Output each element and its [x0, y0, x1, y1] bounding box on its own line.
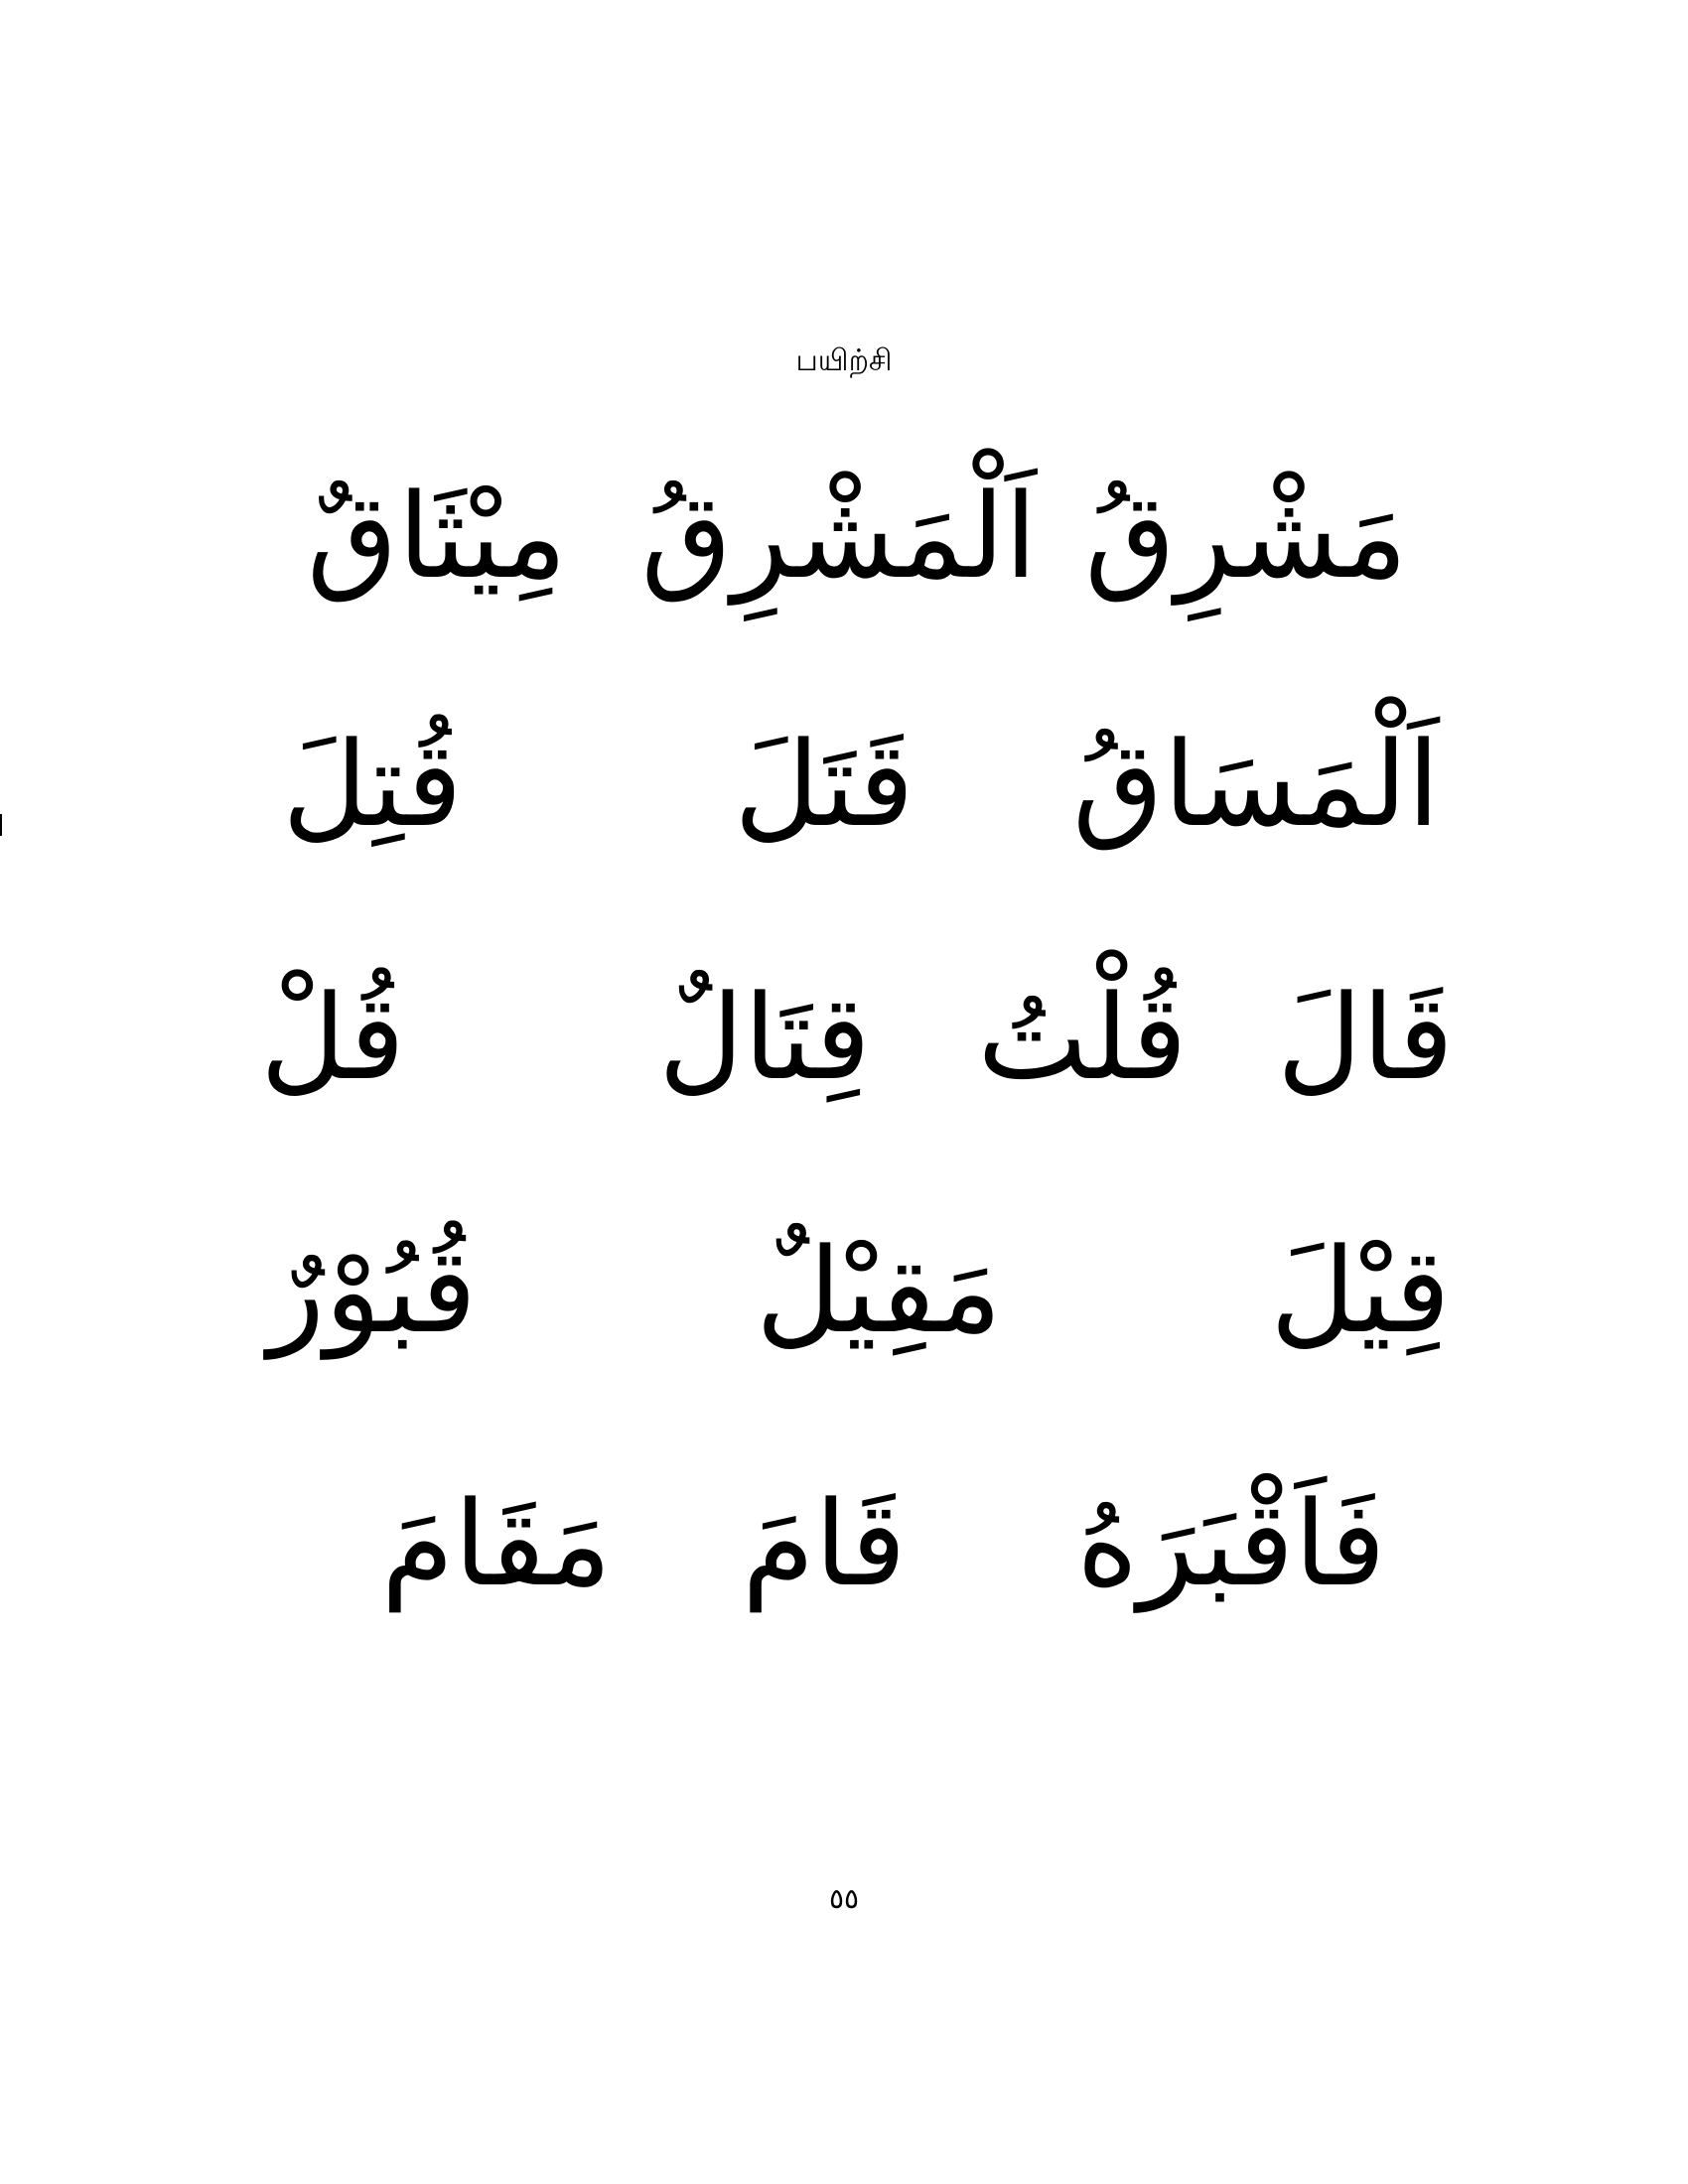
- arabic-word: مَشْرِقُ: [1084, 468, 1408, 605]
- arabic-word: مَقَامَ: [381, 1475, 612, 1612]
- arabic-word: قَامَ: [742, 1475, 907, 1612]
- page-number: ٥٥: [828, 1882, 860, 1915]
- arabic-word: مِيْثَاقٌ: [307, 468, 567, 605]
- exercise-row: [0, 1191, 1688, 1390]
- arabic-word: قِتَالٌ: [658, 969, 871, 1106]
- exercise-row: [0, 685, 1688, 884]
- arabic-word: اَلْمَشْرِقُ: [640, 468, 1038, 605]
- exercise-row: [0, 938, 1688, 1137]
- arabic-word: اَلْمَسَاقُ: [1072, 716, 1440, 853]
- exercise-row: [0, 437, 1688, 635]
- page-title: பயிற்சி: [795, 343, 893, 378]
- arabic-word: مَقِيْلٌ: [756, 1222, 1002, 1359]
- arabic-word: قَالَ: [1276, 969, 1455, 1106]
- arabic-word: قُلْ: [260, 969, 405, 1106]
- arabic-word: قُبُوْرٌ: [268, 1222, 477, 1359]
- arabic-word: قُلْتُ: [977, 969, 1188, 1106]
- exercise-row: [0, 1444, 1688, 1643]
- arabic-word: قُتِلَ: [282, 716, 463, 853]
- arabic-word: فَاَقْبَرَهُ: [1076, 1475, 1386, 1612]
- arabic-word: قَتَلَ: [734, 716, 914, 853]
- arabic-word: قِيْلَ: [1270, 1222, 1451, 1359]
